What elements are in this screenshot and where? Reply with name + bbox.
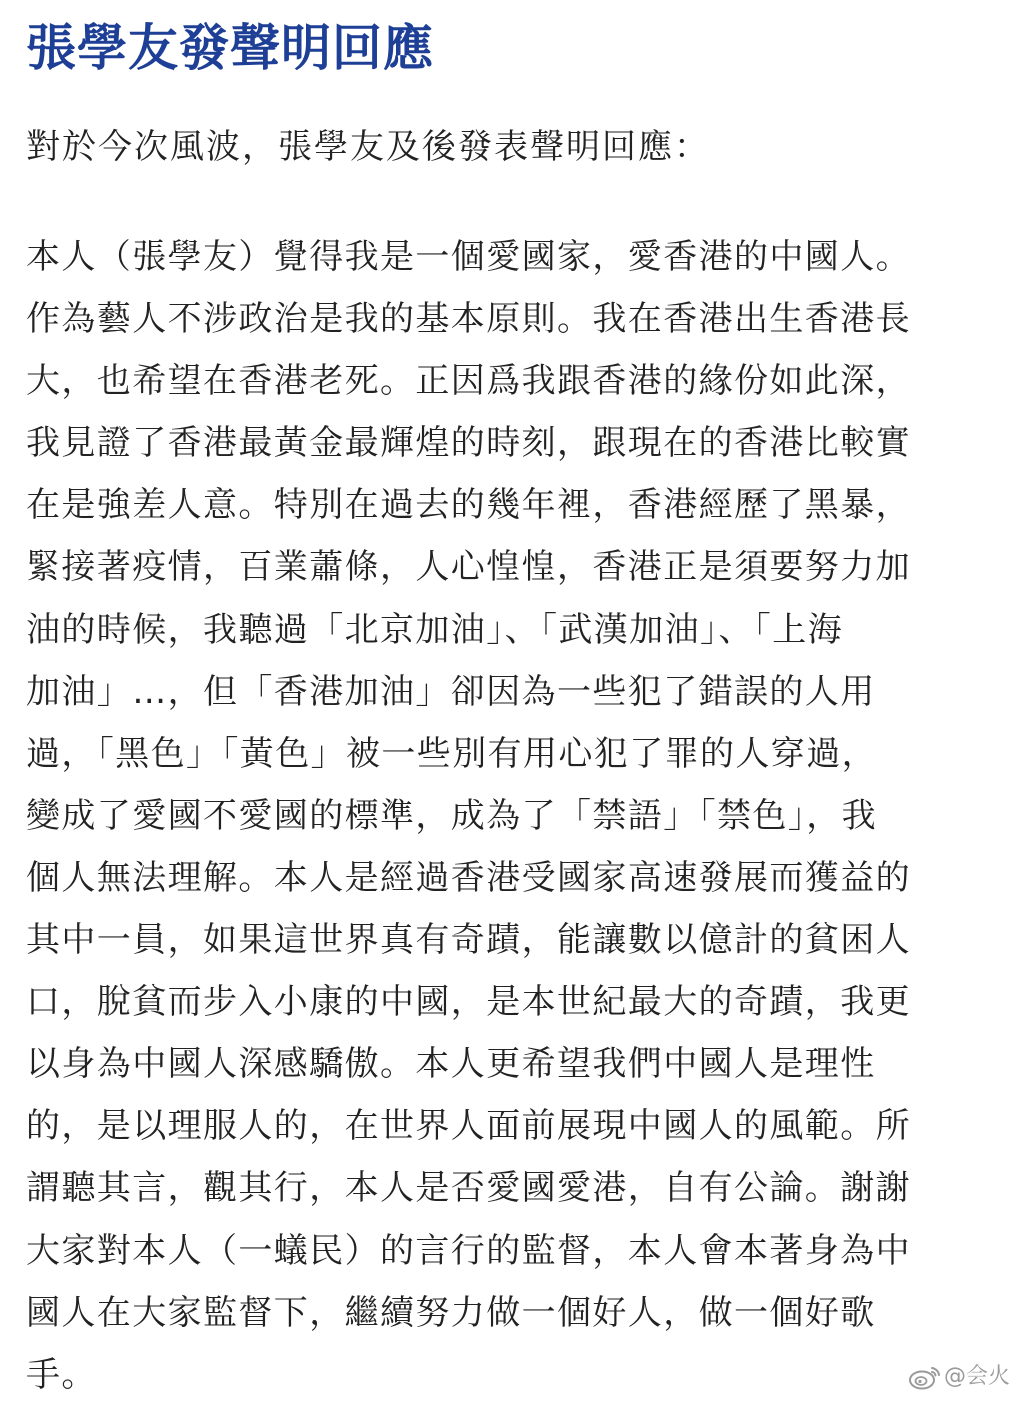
- statement-line: 變成了愛國不愛國的標準，成為了「禁語」「禁色」，我: [26, 795, 877, 836]
- statement-line: 我見證了香港最黃金最輝煌的時刻，跟現在的香港比較實: [26, 423, 911, 464]
- page-title: 張學友發聲明回應: [26, 19, 434, 77]
- weibo-icon: [908, 1363, 942, 1391]
- watermark-text: @会火: [943, 1364, 1010, 1389]
- statement-line: 本人（張學友）覺得我是一個愛國家，愛香港的中國人。: [26, 237, 911, 277]
- statement-line: 口，脫貧而步入小康的中國，是本世紀最大的奇蹟，我更: [26, 982, 911, 1023]
- statement-line: 作為藝人不涉政治是我的基本原則。我在香港出生香港長: [26, 299, 911, 340]
- statement-line: 加油」…，但「香港加油」卻因為一些犯了錯誤的人用: [26, 671, 876, 712]
- statement-line: 以身為中國人深感驕傲。本人更希望我們中國人是理性: [26, 1044, 876, 1085]
- weibo-watermark: [908, 1362, 1010, 1392]
- statement-line: 個人無法理解。本人是經過香港受國家高速發展而獲益的: [26, 857, 911, 898]
- statement-line: 油的時候，我聽過「北京加油」、「武漢加油」、「上海: [26, 609, 843, 650]
- statement-line: 緊接著疫情，百業蕭條，人心惶惶，香港正是須要努力加: [26, 547, 911, 588]
- statement-line: 國人在大家監督下，繼續努力做一個好人，做一個好歌: [26, 1292, 876, 1333]
- statement-line: 大家對本人（一蟻民）的言行的監督，本人會本著身為中: [26, 1230, 911, 1271]
- intro-paragraph: 對於今次風波，張學友及後發表聲明回應：: [26, 127, 710, 167]
- statement-line: 的，是以理服人的，在世界人面前展現中國人的風範。所: [26, 1106, 911, 1147]
- statement-body: [26, 226, 998, 1406]
- statement-line: 大，也希望在香港老死。正因爲我跟香港的緣份如此深，: [26, 361, 911, 402]
- statement-line: 其中一員，如果這世界真有奇蹟，能讓數以億計的貧困人: [26, 920, 911, 961]
- statement-line: 手。: [26, 1354, 97, 1395]
- statement-line: 過，「黑色」「黃色」被一些別有用心犯了罪的人穿過，: [26, 733, 877, 774]
- statement-line: 謂聽其言，觀其行，本人是否愛國愛港，自有公論。謝謝: [26, 1168, 911, 1209]
- statement-line: 在是強差人意。特別在過去的幾年裡，香港經歷了黑暴，: [26, 485, 911, 526]
